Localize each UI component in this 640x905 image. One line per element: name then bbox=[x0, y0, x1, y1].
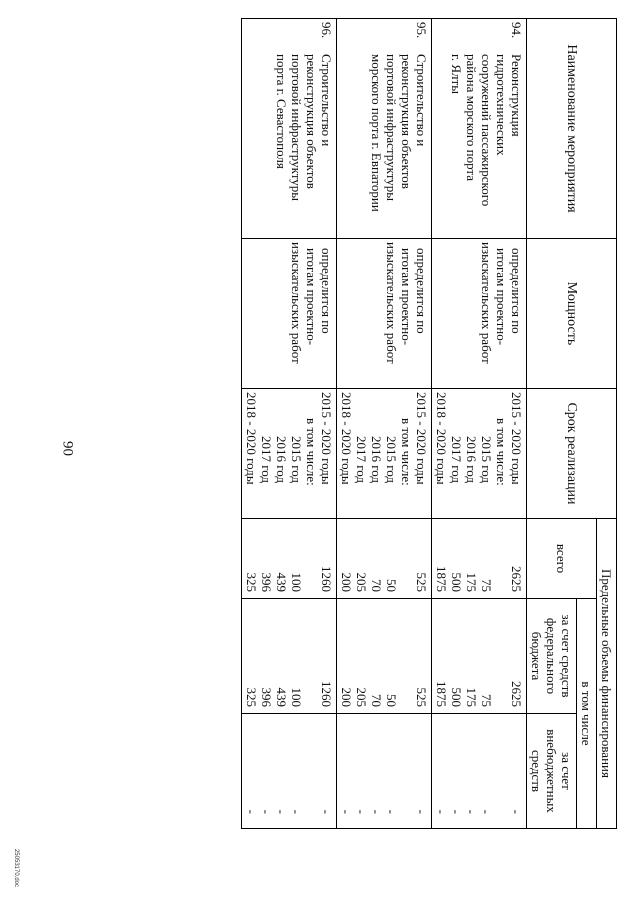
extra-value: - bbox=[509, 809, 524, 815]
financing-table bbox=[241, 18, 617, 829]
federal-value: 396 bbox=[259, 687, 274, 707]
header-total: всего bbox=[527, 519, 597, 599]
federal-value: 439 bbox=[274, 687, 289, 707]
period-line: 2015 год bbox=[289, 436, 304, 483]
row-name-line: портовой инфраструктуры bbox=[384, 54, 399, 201]
row-extra bbox=[432, 714, 527, 829]
total-value bbox=[304, 522, 319, 592]
row-name-line: порта г. Севастополя bbox=[274, 54, 289, 169]
row-total bbox=[337, 519, 432, 599]
row-period bbox=[337, 389, 432, 519]
header-limits: Предельные объемы финансирования bbox=[597, 519, 617, 829]
extra-value: - bbox=[259, 809, 274, 815]
total-value: 2625 bbox=[509, 566, 524, 592]
extra-value: - bbox=[289, 809, 304, 815]
row-capacity-line: определится по bbox=[319, 248, 334, 334]
row-name-line: гидротехнических bbox=[494, 54, 509, 156]
table-body bbox=[242, 19, 527, 829]
row-number: 95. bbox=[414, 22, 429, 39]
federal-value bbox=[304, 602, 319, 707]
row-capacity-line: определится по bbox=[509, 248, 524, 334]
document-id: 25053170.doc bbox=[13, 848, 19, 888]
total-value: 439 bbox=[274, 572, 289, 592]
header-including: в том числе bbox=[577, 599, 597, 829]
extra-value: - bbox=[414, 809, 429, 815]
total-value: 100 bbox=[289, 572, 304, 592]
row-name-line: сооружений пассажирского bbox=[479, 54, 494, 207]
table-row bbox=[337, 19, 432, 829]
row-name-line: района морского порта bbox=[464, 54, 479, 182]
row-name bbox=[337, 19, 432, 239]
extra-value: - bbox=[464, 809, 479, 815]
row-federal bbox=[337, 599, 432, 714]
row-federal bbox=[242, 599, 337, 714]
header-federal: за счет средств федерального бюджета bbox=[527, 599, 577, 714]
period-line: 2018 - 2020 годы bbox=[339, 392, 354, 485]
period-line: 2017 год bbox=[354, 436, 369, 483]
row-capacity-line: определится по bbox=[414, 248, 429, 334]
period-line: 2015 - 2020 годы bbox=[414, 392, 429, 485]
federal-value: 525 bbox=[414, 687, 429, 707]
period-line: 2015 год bbox=[479, 436, 494, 483]
row-name-line: Строительство и bbox=[319, 54, 334, 147]
federal-value bbox=[494, 602, 509, 707]
row-capacity bbox=[337, 239, 432, 389]
federal-value: 2625 bbox=[509, 681, 524, 707]
row-capacity bbox=[242, 239, 337, 389]
period-line: 2016 год bbox=[274, 436, 289, 483]
extra-value bbox=[304, 717, 319, 814]
extra-value: - bbox=[319, 809, 334, 815]
total-value bbox=[494, 522, 509, 592]
federal-value: 325 bbox=[244, 687, 259, 707]
total-value: 500 bbox=[449, 572, 464, 592]
page-number: 90 bbox=[59, 441, 76, 456]
row-capacity-line: изыскательских работ bbox=[289, 242, 304, 364]
period-line: 2016 год bbox=[464, 436, 479, 483]
extra-value: - bbox=[479, 809, 494, 815]
total-value: 50 bbox=[384, 579, 399, 592]
period-line: в том числе: bbox=[494, 418, 509, 486]
federal-value: 100 bbox=[289, 687, 304, 707]
row-capacity-line: итогам проектно- bbox=[494, 248, 509, 346]
total-value: 200 bbox=[339, 572, 354, 592]
total-value: 1875 bbox=[434, 566, 449, 592]
row-capacity bbox=[432, 239, 527, 389]
header-period: Срок реализации bbox=[527, 389, 617, 519]
extra-value: - bbox=[434, 809, 449, 815]
row-name-line: портовой инфраструктуры bbox=[289, 54, 304, 201]
extra-value: - bbox=[244, 809, 259, 815]
row-name-line: Реконструкция bbox=[509, 54, 524, 137]
row-capacity-line: итогам проектно- bbox=[399, 248, 414, 346]
total-value bbox=[399, 522, 414, 592]
extra-value: - bbox=[384, 809, 399, 815]
extra-value: - bbox=[449, 809, 464, 815]
period-line: 2015 - 2020 годы bbox=[319, 392, 334, 485]
period-line: 2016 год bbox=[369, 436, 384, 483]
total-value: 525 bbox=[414, 572, 429, 592]
federal-value: 50 bbox=[384, 694, 399, 707]
row-name-line: реконструкция объектов bbox=[304, 54, 319, 189]
federal-value: 200 bbox=[339, 687, 354, 707]
extra-value: - bbox=[339, 809, 354, 815]
period-line: 2018 - 2020 годы bbox=[434, 392, 449, 485]
row-number: 94. bbox=[509, 22, 524, 39]
extra-value: - bbox=[354, 809, 369, 815]
row-number: 96. bbox=[319, 22, 334, 39]
table-row bbox=[432, 19, 527, 829]
row-total bbox=[242, 519, 337, 599]
federal-value: 205 bbox=[354, 687, 369, 707]
row-name bbox=[432, 19, 527, 239]
total-value: 175 bbox=[464, 572, 479, 592]
rotated-table-container bbox=[67, 18, 617, 828]
federal-value: 175 bbox=[464, 687, 479, 707]
period-line: в том числе: bbox=[399, 418, 414, 486]
federal-value: 75 bbox=[479, 694, 494, 707]
row-name-line: реконструкция объектов bbox=[399, 54, 414, 189]
header-name: Наименование мероприятия bbox=[527, 19, 617, 239]
federal-value: 1875 bbox=[434, 681, 449, 707]
total-value: 325 bbox=[244, 572, 259, 592]
federal-value: 1260 bbox=[319, 681, 334, 707]
period-line: в том числе: bbox=[304, 418, 319, 486]
row-name bbox=[242, 19, 337, 239]
row-name-line: г. Ялты bbox=[449, 54, 464, 94]
federal-value: 500 bbox=[449, 687, 464, 707]
federal-value bbox=[399, 602, 414, 707]
extra-value: - bbox=[274, 809, 289, 815]
header-capacity: Мощность bbox=[527, 239, 617, 389]
period-line: 2017 год bbox=[259, 436, 274, 483]
row-capacity-line: итогам проектно- bbox=[304, 248, 319, 346]
header-extra: за счет внебюджетных средств bbox=[527, 714, 577, 829]
total-value: 70 bbox=[369, 579, 384, 592]
federal-value: 70 bbox=[369, 694, 384, 707]
row-capacity-line: изыскательских работ bbox=[384, 242, 399, 364]
table-row bbox=[242, 19, 337, 829]
period-line: 2018 - 2020 годы bbox=[244, 392, 259, 485]
period-line: 2017 год bbox=[449, 436, 464, 483]
row-federal bbox=[432, 599, 527, 714]
extra-value bbox=[494, 717, 509, 814]
total-value: 75 bbox=[479, 579, 494, 592]
row-period bbox=[242, 389, 337, 519]
extra-value bbox=[399, 717, 414, 814]
row-extra bbox=[337, 714, 432, 829]
row-total bbox=[432, 519, 527, 599]
extra-value: - bbox=[369, 809, 384, 815]
total-value: 396 bbox=[259, 572, 274, 592]
row-name-line: Строительство и bbox=[414, 54, 429, 147]
period-line: 2015 год bbox=[384, 436, 399, 483]
total-value: 205 bbox=[354, 572, 369, 592]
row-name-line: морского порта г. Евпатории bbox=[369, 54, 384, 212]
row-capacity-line: изыскательских работ bbox=[479, 242, 494, 364]
total-value: 1260 bbox=[319, 566, 334, 592]
row-extra bbox=[242, 714, 337, 829]
row-period bbox=[432, 389, 527, 519]
period-line: 2015 - 2020 годы bbox=[509, 392, 524, 485]
